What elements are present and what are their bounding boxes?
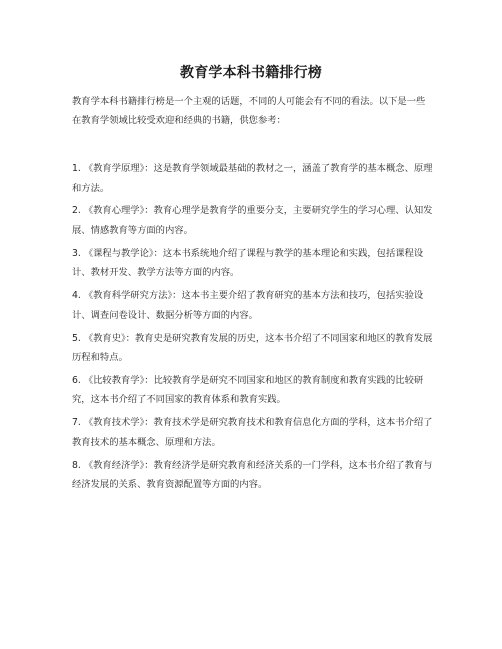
list-item: 7. 《教育技术学》：教育技术学是研究教育技术和教育信息化方面的学科，这本书介绍了教育技术的基本概念、原理和方法。 bbox=[72, 417, 433, 448]
list-item: 8. 《教育经济学》：教育经济学是研究教育和经济关系的一门学科，这本书介绍了教育与经济发展的关系、教育资源配置等方面的内容。 bbox=[72, 459, 433, 491]
list-item: 3. 《课程与教学论》：这本书系统地介绍了课程与教学的基本理论和实践，包括课程设计、教材开发、教学方法等方面的内容。 bbox=[72, 247, 424, 279]
list-item: 6. 《比较教育学》：比较教育学是研究不同国家和地区的教育制度和教育实践的比较研究，这本书介绍了不同国家的教育体系和教育实践。 bbox=[72, 374, 424, 406]
book-list bbox=[72, 159, 434, 498]
list-item: 5. 《教育史》：教育史是研究教育发展的历史，这本书介绍了不同国家和地区的教育发展历程和特点。 bbox=[72, 332, 433, 364]
list-item: 4. 《教育科学研究方法》：这本书主要介绍了教育研究的基本方法和技巧，包括实验设计、调查问卷设计、数据分析等方面的内容。 bbox=[72, 290, 424, 321]
document-title: 教育学本科书籍排行榜 bbox=[180, 65, 322, 81]
list-item: 1. 《教育学原理》：这是教育学领域最基础的教材之一，涵盖了教育学的基本概念、原理和方法。 bbox=[72, 163, 433, 194]
list-item: 2. 《教育心理学》：教育心理学是教育学的重要分支，主要研究学生的学习心理、认知发展、情感教育等方面的内容。 bbox=[72, 205, 433, 236]
intro-paragraph: 教育学本科书籍排行榜是一个主观的话题，不同的人可能会有不同的看法。以下是一些在教育学领域比较受欢迎和经典的书籍，供您参考： bbox=[72, 96, 426, 126]
